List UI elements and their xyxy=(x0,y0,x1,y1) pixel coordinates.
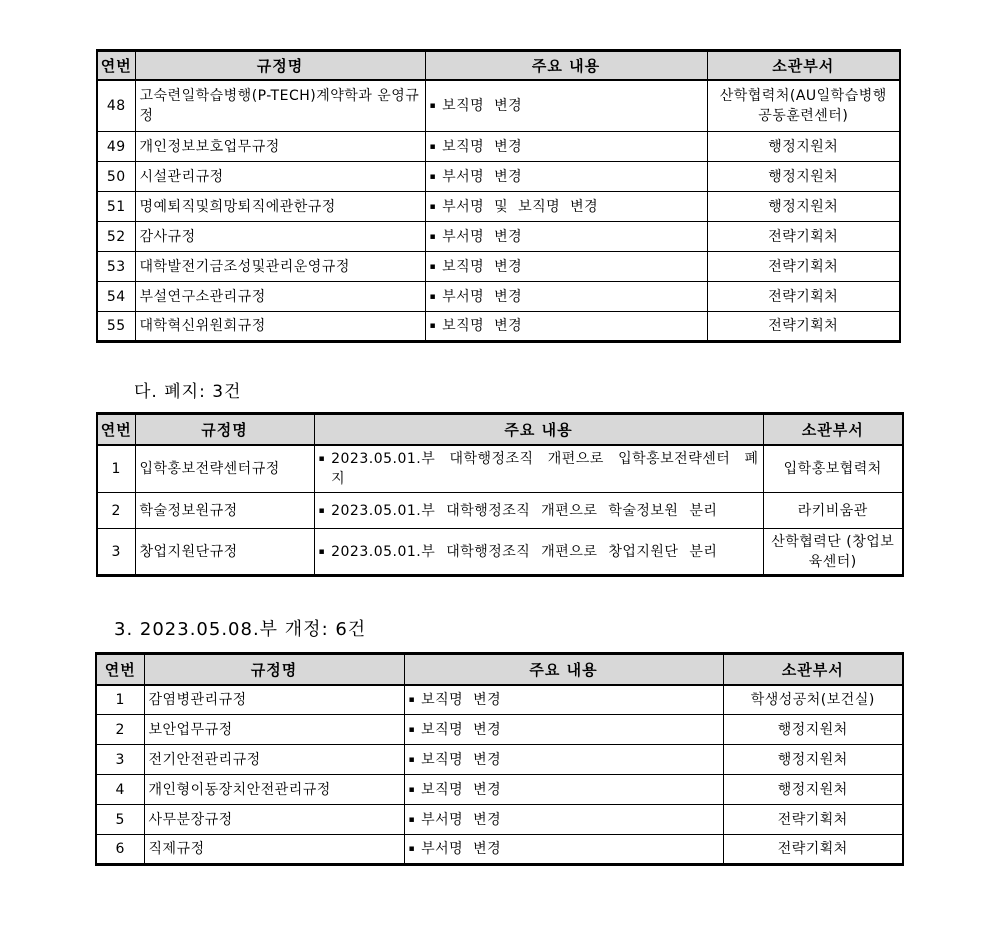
cell-no: 3 xyxy=(97,529,135,576)
cell-name: 개인정보보호업무규정 xyxy=(135,132,425,162)
cell-dept: 산학협력단 (창업보육센터) xyxy=(763,529,903,576)
cell-content xyxy=(425,192,707,222)
cell-content-text: 부서명 변경 xyxy=(442,228,523,245)
bullet-square-icon: ▪ xyxy=(429,100,437,111)
cell-content xyxy=(425,282,707,312)
cell-content xyxy=(404,685,723,715)
bullet-square-icon: ▪ xyxy=(408,844,416,854)
cell-name: 사무분장규정 xyxy=(144,805,404,835)
cell-dept: 전략기획처 xyxy=(707,282,900,312)
cell-no: 50 xyxy=(97,162,135,192)
cell-dept: 전략기획처 xyxy=(707,312,900,342)
table-header-row xyxy=(96,654,903,685)
table-row xyxy=(97,282,900,312)
bullet-square-icon: ▪ xyxy=(429,321,437,331)
table-row xyxy=(97,493,903,529)
cell-no: 2 xyxy=(96,715,144,745)
cell-content-text: 2023.05.01.부 대학행정조직 개편으로 학술정보원 분리 xyxy=(331,502,718,519)
cell-name: 시설관리규정 xyxy=(135,162,425,192)
column-header-no: 연번 xyxy=(96,654,144,685)
cell-no: 48 xyxy=(97,80,135,132)
column-header-content: 주요 내용 xyxy=(314,414,763,445)
column-header-content: 주요 내용 xyxy=(404,654,723,685)
cell-name: 전기안전관리규정 xyxy=(144,745,404,775)
amendment-table-48-55 xyxy=(96,49,901,343)
cell-no: 5 xyxy=(96,805,144,835)
cell-content xyxy=(404,775,723,805)
cell-content-text: 보직명 변경 xyxy=(442,318,523,334)
cell-no: 3 xyxy=(96,745,144,775)
table-row xyxy=(96,715,903,745)
cell-content-text: 부서명 변경 xyxy=(442,168,523,185)
cell-content xyxy=(425,312,707,342)
cell-content xyxy=(404,805,723,835)
column-header-dept: 소관부서 xyxy=(707,51,900,80)
cell-content xyxy=(404,835,723,865)
cell-content-text: 부서명 변경 xyxy=(421,811,502,828)
cell-dept: 행정지원처 xyxy=(707,162,900,192)
table-row xyxy=(97,222,900,252)
table-row xyxy=(96,775,903,805)
cell-dept: 전략기획처 xyxy=(707,252,900,282)
column-header-name: 규정명 xyxy=(144,654,404,685)
cell-content-text: 보직명 변경 xyxy=(442,258,523,275)
table-row xyxy=(96,835,903,865)
bullet-square-icon: ▪ xyxy=(429,261,437,272)
cell-content-text: 부서명 변경 xyxy=(421,841,502,857)
cell-name: 개인형이동장치안전관리규정 xyxy=(144,775,404,805)
column-header-dept: 소관부서 xyxy=(723,654,903,685)
cell-content-text: 부서명 및 보직명 변경 xyxy=(442,198,599,215)
bullet-square-icon: ▪ xyxy=(318,505,326,516)
cell-dept: 행정지원처 xyxy=(707,132,900,162)
cell-content xyxy=(425,252,707,282)
cell-no: 1 xyxy=(96,685,144,715)
amendment-table-20230508 xyxy=(95,652,904,866)
bullet-square-icon: ▪ xyxy=(429,201,437,212)
table-row xyxy=(96,745,903,775)
column-header-no: 연번 xyxy=(97,51,135,80)
cell-content xyxy=(425,132,707,162)
cell-dept: 입학홍보협력처 xyxy=(763,445,903,493)
cell-content xyxy=(425,222,707,252)
table-row xyxy=(97,192,900,222)
cell-content-text: 보직명 변경 xyxy=(421,721,502,738)
section-heading-repeal: 다. 폐지: 3건 xyxy=(134,382,242,402)
section-heading-amend-20230508: 3. 2023.05.08.부 개정: 6건 xyxy=(114,619,367,640)
cell-name: 창업지원단규정 xyxy=(135,529,314,576)
bullet-square-icon: ▪ xyxy=(408,814,416,825)
cell-content-text: 부서명 변경 xyxy=(442,288,523,305)
cell-content-text: 2023.05.01.부 대학행정조직 개편으로 창업지원단 분리 xyxy=(331,543,718,560)
cell-dept: 행정지원처 xyxy=(723,715,903,745)
cell-dept: 행정지원처 xyxy=(723,745,903,775)
column-header-name: 규정명 xyxy=(135,51,425,80)
bullet-square-icon: ▪ xyxy=(408,784,416,795)
cell-no: 2 xyxy=(97,493,135,529)
cell-dept: 라키비움관 xyxy=(763,493,903,529)
cell-no: 55 xyxy=(97,312,135,342)
table-header-row xyxy=(97,414,903,445)
cell-no: 4 xyxy=(96,775,144,805)
table-row xyxy=(96,805,903,835)
repeal-table-1-3 xyxy=(96,412,904,577)
cell-content-text: 보직명 변경 xyxy=(421,781,502,798)
cell-content xyxy=(314,529,763,576)
cell-no: 52 xyxy=(97,222,135,252)
table-header-row xyxy=(97,51,900,80)
cell-name: 대학발전기금조성및관리운영규정 xyxy=(135,252,425,282)
cell-dept: 행정지원처 xyxy=(707,192,900,222)
cell-no: 53 xyxy=(97,252,135,282)
cell-dept: 전략기획처 xyxy=(723,805,903,835)
cell-content xyxy=(404,715,723,745)
bullet-square-icon: ▪ xyxy=(429,231,437,242)
cell-dept: 학생성공처(보건실) xyxy=(723,685,903,715)
cell-name: 보안업무규정 xyxy=(144,715,404,745)
cell-dept: 전략기획처 xyxy=(723,835,903,865)
table-row xyxy=(97,162,900,192)
cell-content-text: 보직명 변경 xyxy=(421,751,502,768)
bullet-square-icon: ▪ xyxy=(318,453,326,464)
column-header-no: 연번 xyxy=(97,414,135,445)
cell-name: 감사규정 xyxy=(135,222,425,252)
cell-content xyxy=(425,162,707,192)
bullet-square-icon: ▪ xyxy=(408,724,416,735)
cell-dept: 행정지원처 xyxy=(723,775,903,805)
table-row xyxy=(97,252,900,282)
cell-content-text: 보직명 변경 xyxy=(421,691,502,708)
cell-no: 54 xyxy=(97,282,135,312)
cell-name: 감염병관리규정 xyxy=(144,685,404,715)
cell-content xyxy=(425,80,707,132)
cell-name: 부설연구소관리규정 xyxy=(135,282,425,312)
column-header-name: 규정명 xyxy=(135,414,314,445)
bullet-square-icon: ▪ xyxy=(429,291,437,302)
cell-no: 51 xyxy=(97,192,135,222)
table-row xyxy=(96,685,903,715)
cell-dept: 전략기획처 xyxy=(707,222,900,252)
cell-name: 학술정보원규정 xyxy=(135,493,314,529)
column-header-dept: 소관부서 xyxy=(763,414,903,445)
cell-content-text: 보직명 변경 xyxy=(442,138,523,155)
cell-name: 직제규정 xyxy=(144,835,404,865)
bullet-square-icon: ▪ xyxy=(429,171,437,182)
cell-content xyxy=(404,745,723,775)
bullet-square-icon: ▪ xyxy=(408,754,416,765)
table-row xyxy=(97,529,903,576)
table-row xyxy=(97,132,900,162)
bullet-square-icon: ▪ xyxy=(408,694,416,705)
column-header-content: 주요 내용 xyxy=(425,51,707,80)
cell-no: 49 xyxy=(97,132,135,162)
bullet-square-icon: ▪ xyxy=(318,546,326,557)
cell-content-text: 2023.05.01.부 대학행정조직 개편으로 입학홍보전략센터 폐지 xyxy=(331,450,759,487)
cell-name: 명예퇴직및희망퇴직에관한규정 xyxy=(135,192,425,222)
cell-content xyxy=(314,445,763,493)
cell-name: 고숙련일학습병행(P-TECH)계약학과 운영규정 xyxy=(135,80,425,132)
bullet-square-icon: ▪ xyxy=(429,141,437,152)
cell-name: 대학혁신위원회규정 xyxy=(135,312,425,342)
table-row xyxy=(97,312,900,342)
cell-content-text: 보직명 변경 xyxy=(442,97,523,114)
cell-no: 6 xyxy=(96,835,144,865)
table-row xyxy=(97,445,903,493)
cell-content xyxy=(314,493,763,529)
cell-dept: 산학협력처(AU일학습병행 공동훈련센터) xyxy=(707,80,900,132)
cell-no: 1 xyxy=(97,445,135,493)
cell-name: 입학홍보전략센터규정 xyxy=(135,445,314,493)
table-row xyxy=(97,80,900,132)
